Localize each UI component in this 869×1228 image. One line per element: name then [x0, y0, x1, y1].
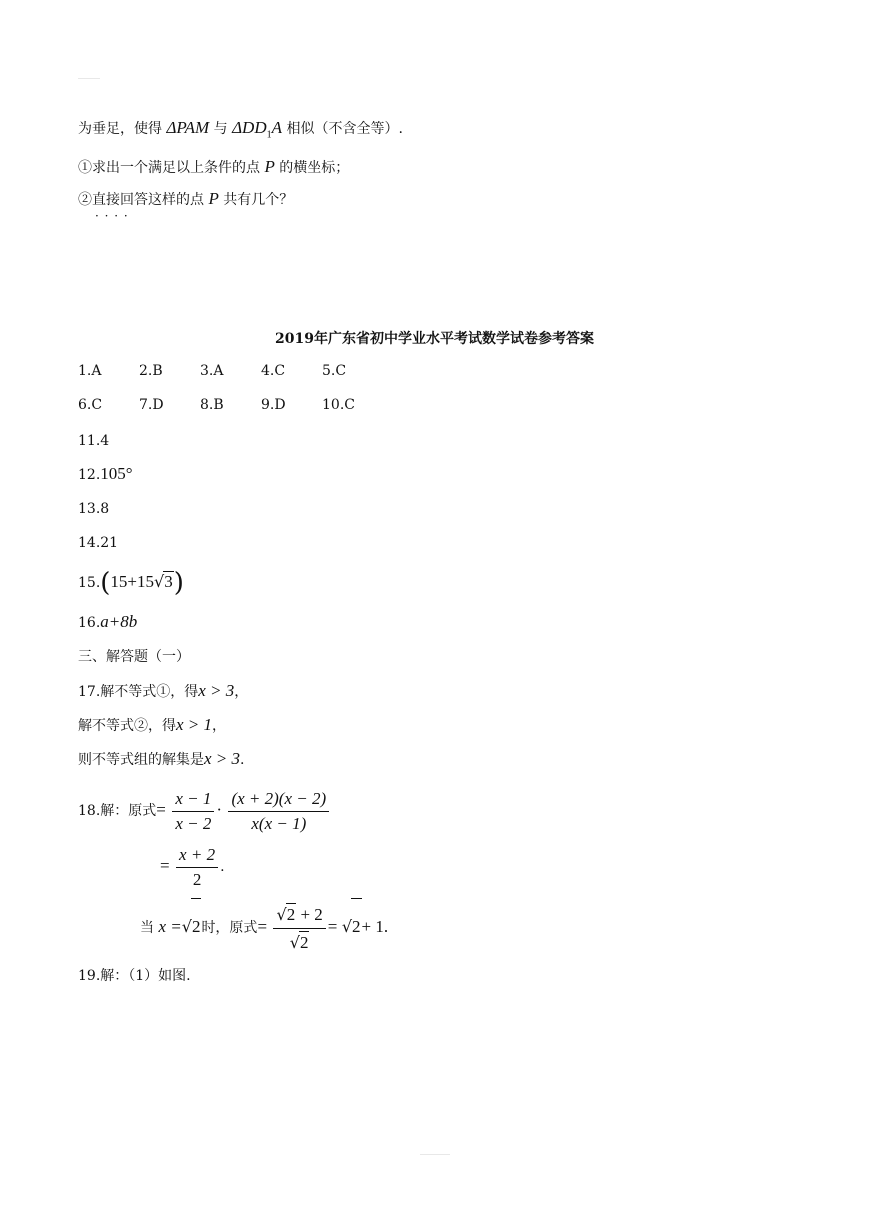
choice-answer: 6.C	[78, 397, 103, 413]
choice-answer: 1.A	[78, 363, 102, 379]
q18-line-1: 18.解：原式= $\frac{x - 1}{x - 2}$ · $\frac{(x + 2)(x - 2)}{x(x - 1)}$	[78, 784, 331, 837]
q18-line-3: 当 x =√2时，原式= $\frac{√2 + 2}{√2}$ = √2+ 1.	[140, 898, 388, 956]
sub-question-1: ①求出一个满足以上条件的点 P 的横坐标；	[78, 157, 350, 176]
q17-line-3: 则不等式组的解集是x > 3.	[78, 749, 245, 768]
q19-line: 19.解：（1）如图.	[78, 968, 191, 984]
q17-line-2: 解不等式②，得x > 1，	[78, 715, 227, 734]
q17-line-1: 17.解不等式①，得x > 3，	[78, 681, 249, 700]
fraction: $\frac{(x + 2)(x - 2)}{x(x - 1)}$	[228, 789, 329, 834]
answer-13: 13.8	[78, 501, 110, 517]
choice-answers-row-1	[78, 363, 383, 379]
math-triangle-dd1a: $\Delta DD_1A$	[232, 118, 282, 141]
choice-answer: 9.D	[261, 397, 286, 413]
answer-15: 15.(15+15√3)	[78, 568, 184, 598]
choice-answer: 7.D	[139, 397, 164, 413]
section-heading: 三、解答题（一）	[78, 649, 190, 665]
emphasized-text: 直接回答 · · · ·	[92, 192, 148, 208]
answer-16: 16.a+8b	[78, 612, 138, 631]
choice-answer: 8.B	[200, 397, 224, 413]
page-footer-mark	[420, 1154, 450, 1155]
problem-continuation-line	[78, 118, 403, 145]
choice-answer: 3.A	[200, 363, 224, 379]
text: 为垂足，使得	[78, 121, 162, 137]
answer-11: 11.4	[78, 433, 110, 449]
fraction: $\frac{√2 + 2}{√2}$	[273, 903, 325, 954]
choice-answer: 10.C	[322, 397, 355, 413]
choice-answer: 4.C	[261, 363, 286, 379]
text: 与	[213, 121, 228, 137]
answer-12: 12.105°	[78, 464, 133, 483]
page-corner-mark	[78, 78, 100, 79]
choice-answer: 5.C	[322, 363, 347, 379]
answer-key-title: 2019年广东省初中学业水平考试数学试卷参考答案	[275, 331, 594, 347]
sub-question-2: ②直接回答 · · · ·这样的点 P 共有几个？	[78, 189, 293, 210]
answer-14: 14.21	[78, 535, 119, 551]
math-triangle-pam: ΔPAM	[166, 118, 210, 137]
fraction: $\frac{x + 2}{2}$	[176, 845, 218, 890]
q18-line-2: = $\frac{x + 2}{2}$ .	[160, 844, 225, 889]
choice-answers-row-2	[78, 397, 383, 413]
text: 相似（不含全等）.	[286, 121, 403, 137]
fraction: $\frac{x - 1}{x - 2}$	[172, 789, 214, 834]
choice-answer: 2.B	[139, 363, 163, 379]
